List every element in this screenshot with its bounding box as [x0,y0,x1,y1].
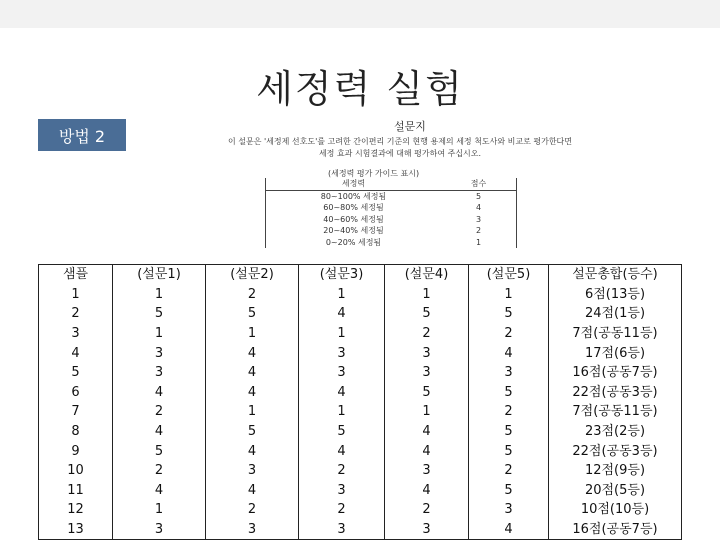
table-row [39,324,682,344]
guide-table [265,178,517,248]
cell-q5: 4 [469,520,549,540]
method-badge: 방법 2 [38,119,126,151]
guide-score: 4 [475,203,482,212]
cell-q2: 1 [206,402,299,422]
table-row [39,461,682,481]
table-row [39,441,682,461]
cell-q4: 1 [385,285,469,305]
cell-q4: 2 [385,324,469,344]
cell-q2: 4 [206,363,299,383]
cell-q1: 4 [113,383,206,403]
cell-sample: 5 [39,363,113,383]
cell-q5: 1 [469,285,549,305]
cell-q2: 2 [206,500,299,520]
cell-q2: 1 [206,324,299,344]
cell-q1: 1 [113,500,206,520]
cell-sample: 10 [39,461,113,481]
cell-q4: 4 [385,422,469,442]
cell-q5: 5 [469,422,549,442]
cell-q5: 5 [469,304,549,324]
cell-q2: 4 [206,481,299,501]
table-header-row [39,265,682,285]
cell-q3: 1 [299,285,385,305]
table-row [39,520,682,540]
cell-sample: 7 [39,402,113,422]
cell-q1: 3 [113,363,206,383]
cell-q1: 2 [113,402,206,422]
cell-sample: 4 [39,343,113,363]
cell-sample: 3 [39,324,113,344]
cell-q3: 4 [299,304,385,324]
guide-header-score: 점수 [470,179,487,188]
cell-sample: 6 [39,383,113,403]
guide-row [266,225,516,237]
cell-total: 22점(공동3등) [549,383,682,403]
cell-sample: 11 [39,481,113,501]
guide-range: 40~60% 세정됨 [323,214,384,224]
cell-q5: 2 [469,324,549,344]
table-row [39,481,682,501]
cell-q2: 5 [206,422,299,442]
cell-q1: 5 [113,304,206,324]
cell-q2: 3 [206,461,299,481]
cell-q5: 3 [469,500,549,520]
cell-q4: 4 [385,441,469,461]
cell-sample: 9 [39,441,113,461]
cell-q5: 4 [469,343,549,363]
header-q5: (설문5) [469,265,549,285]
cell-q4: 3 [385,343,469,363]
cell-q2: 4 [206,383,299,403]
top-bar [0,0,720,28]
cell-q3: 4 [299,441,385,461]
table-row [39,343,682,363]
cell-q2: 4 [206,441,299,461]
table-row [39,422,682,442]
cell-q3: 1 [299,402,385,422]
cell-q3: 3 [299,343,385,363]
cell-q3: 2 [299,500,385,520]
cell-q2: 4 [206,343,299,363]
guide-header-row [266,178,516,191]
guide-range: 60~80% 세정됨 [323,203,384,212]
cell-q1: 1 [113,285,206,305]
results-table [38,264,682,540]
cell-q2: 5 [206,304,299,324]
cell-sample: 8 [39,422,113,442]
survey-title: 설문지 [394,120,426,133]
cell-q1: 4 [113,481,206,501]
cell-q3: 3 [299,481,385,501]
cell-q3: 4 [299,383,385,403]
guide-range: 80~100% 세정됨 [320,191,387,201]
survey-instructions [150,136,650,160]
guide-row [266,237,516,249]
cell-total: 17점(6등) [549,343,682,363]
cell-q4: 3 [385,520,469,540]
header-total: 설문총합(등수) [549,265,682,285]
header-q3: (설문3) [299,265,385,285]
guide-row [266,202,516,214]
cell-q3: 1 [299,324,385,344]
cell-q1: 3 [113,520,206,540]
cell-q5: 5 [469,481,549,501]
cell-total: 6점(13등) [549,285,682,305]
cell-sample: 13 [39,520,113,540]
guide-score: 5 [475,191,482,201]
cell-q5: 3 [469,363,549,383]
header-sample: 샘플 [39,265,113,285]
cell-q4: 3 [385,461,469,481]
header-q2: (설문2) [206,265,299,285]
cell-q1: 4 [113,422,206,442]
table-row [39,363,682,383]
table-row [39,383,682,403]
cell-q4: 1 [385,402,469,422]
cell-sample: 1 [39,285,113,305]
guide-score: 1 [475,237,482,247]
cell-q4: 4 [385,481,469,501]
cell-q5: 2 [469,461,549,481]
table-row [39,304,682,324]
guide-range: 20~40% 세정됨 [323,226,384,235]
survey-text-line-2: 세정 효과 시험결과에 대해 평가하여 주십시오. [318,149,482,158]
cell-q2: 3 [206,520,299,540]
guide-row [266,191,516,203]
guide-range: 0~20% 세정됨 [325,237,382,247]
cell-total: 7점(공동11등) [549,324,682,344]
cell-total: 22점(공동3등) [549,441,682,461]
header-q1: (설문1) [113,265,206,285]
guide-score: 3 [475,214,482,224]
cell-q3: 3 [299,363,385,383]
cell-total: 16점(공동7등) [549,520,682,540]
cell-total: 23점(2등) [549,422,682,442]
cell-q3: 2 [299,461,385,481]
cell-q1: 5 [113,441,206,461]
survey-image [150,118,650,250]
header-q4: (설문4) [385,265,469,285]
table-row [39,500,682,520]
cell-q4: 5 [385,304,469,324]
cell-q1: 2 [113,461,206,481]
cell-q1: 3 [113,343,206,363]
table-row [39,285,682,305]
cell-q4: 5 [385,383,469,403]
cell-q2: 2 [206,285,299,305]
guide-score: 2 [475,226,482,235]
cell-q5: 2 [469,402,549,422]
table-row [39,402,682,422]
cell-total: 16점(공동7등) [549,363,682,383]
cell-total: 12점(9등) [549,461,682,481]
guide-row [266,214,516,226]
survey-text-line-1: 이 설문은 '세정제 선호도'를 고려한 간이편리 기준의 현행 용제의 세정 척도사와 비교로 평가한다면 [227,137,573,146]
cell-total: 24점(1등) [549,304,682,324]
cell-q1: 1 [113,324,206,344]
cell-sample: 2 [39,304,113,324]
cell-q3: 5 [299,422,385,442]
cell-total: 7점(공동11등) [549,402,682,422]
page-title: 세정력 실험 [256,67,464,111]
cell-total: 20점(5등) [549,481,682,501]
cell-q4: 2 [385,500,469,520]
cell-q4: 3 [385,363,469,383]
cell-q3: 3 [299,520,385,540]
cell-q5: 5 [469,441,549,461]
cell-sample: 12 [39,500,113,520]
cell-total: 10점(10등) [549,500,682,520]
guide-header-range: 세정력 [341,179,366,188]
cell-q5: 5 [469,383,549,403]
guide-caption: (세정력 평가 가이드 표시) [328,169,420,178]
